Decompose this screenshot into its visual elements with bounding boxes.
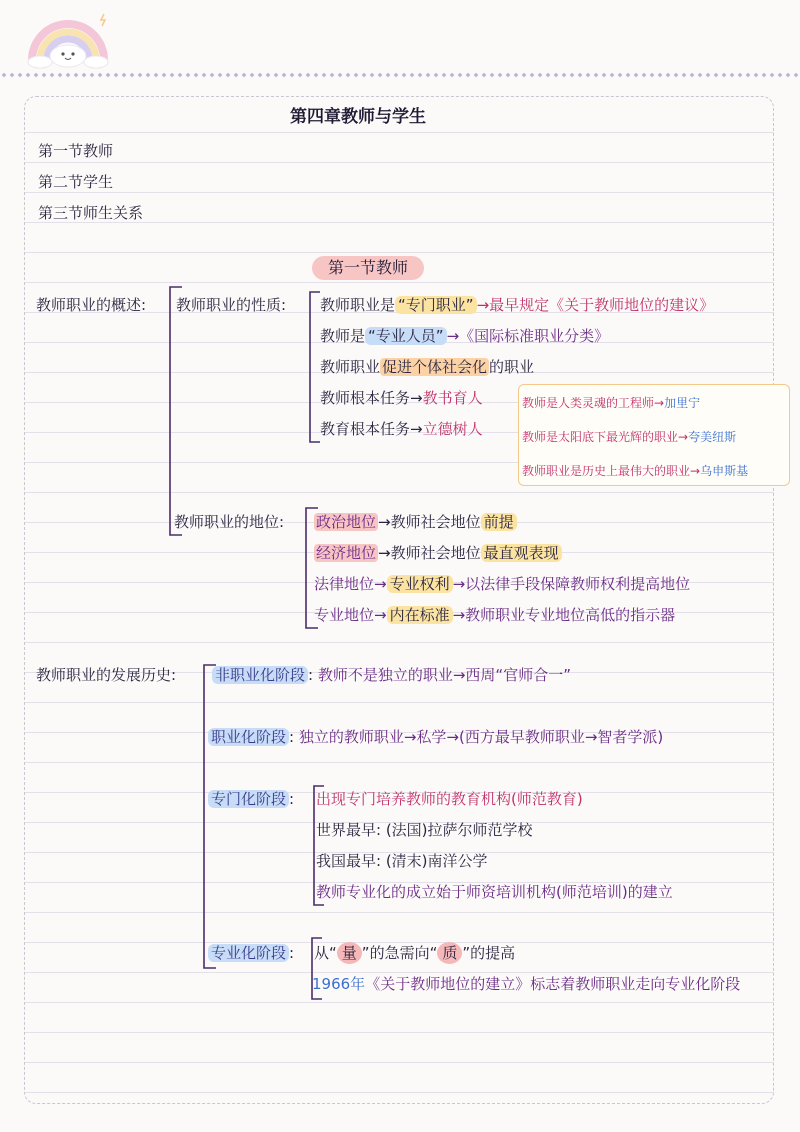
stage-3: 专门化阶段 :: [208, 789, 294, 809]
stage-3-label: 专门化阶段: [208, 790, 289, 808]
nature-line-4: 教师根本任务→教书育人: [320, 389, 483, 407]
toc-item-2: 第二节学生: [38, 173, 114, 191]
status-row-3: 法律地位→ 专业权利 →以法律手段保障教师权利提高地位: [314, 575, 691, 593]
stage-3-line-3: 我国最早: (清末)南洋公学: [316, 852, 488, 870]
quote-2: 教师是太阳底下最光辉的职业→夸美纽斯: [522, 430, 737, 444]
status-row-4: 专业地位→ 内在标准 →教师职业专业地位高低的指示器: [314, 606, 676, 624]
stage-3-line-2: 世界最早: (法国)拉萨尔师范学校: [316, 821, 533, 839]
nature-line-3: 教师职业 促进个体社会化 的职业: [320, 358, 535, 376]
stage-4: 专业化阶段 :: [208, 943, 294, 963]
quote-3: 教师职业是历史上最伟大的职业→乌申斯基: [522, 464, 749, 478]
status-row-1: 政治地位 →教师社会地位 前提: [314, 512, 517, 532]
section-title: 第一节教师: [312, 256, 424, 280]
highlight-quality: 质: [437, 942, 462, 964]
stage-4-label: 专业化阶段: [208, 944, 289, 962]
dotted-divider: [0, 72, 800, 78]
stage-2-label: 职业化阶段: [208, 728, 289, 746]
highlight-quantity: 量: [337, 942, 362, 964]
status-row-2: 经济地位 →教师社会地位 最直观表现: [314, 543, 562, 563]
nature-line-5: 教育根本任务→立德树人: [320, 420, 483, 438]
toc-item-1: 第一节教师: [38, 142, 114, 160]
nature-label: 教师职业的性质:: [176, 296, 287, 314]
stage-2: 职业化阶段 : 独立的教师职业→私学→(西方最早教师职业→智者学派): [208, 727, 663, 747]
stage-4-line-2: 1966年《关于教师地位的建立》标志着教师职业走向专业化阶段: [312, 975, 741, 993]
quote-1: 教师是人类灵魂的工程师→加里宁: [522, 396, 701, 410]
history-label: 教师职业的发展历史:: [36, 666, 177, 684]
highlight-professional-occupation: “专门职业”: [395, 296, 477, 314]
rainbow-cloud-logo: [22, 8, 114, 70]
stage-3-line-4: 教师专业化的成立始于师资培训机构(师范培训)的建立: [316, 883, 673, 901]
chapter-title: 第四章教师与学生: [290, 107, 426, 127]
toc-item-3: 第三节师生关系: [38, 204, 144, 222]
nature-line-2: 教师是 “专业人员” →《国际标准职业分类》: [320, 327, 610, 345]
nature-line-1: 教师职业是 “专门职业” →最早规定《关于教师地位的建议》: [320, 296, 715, 314]
status-label: 教师职业的地位:: [174, 513, 285, 531]
highlight-socialization: 促进个体社会化: [382, 358, 488, 376]
stage-1: 非职业化阶段 : 教师不是独立的职业→西周“官师合一”: [212, 665, 571, 685]
stage-4-line-1: 从“ 量 ”的急需向“ 质 ”的提高: [314, 944, 516, 962]
stage-3-line-1: 出现专门培养教师的教育机构(师范教育): [316, 790, 583, 808]
highlight-professional-staff: “专业人员”: [365, 327, 447, 345]
overview-label: 教师职业的概述:: [36, 296, 147, 314]
stage-1-label: 非职业化阶段: [212, 666, 308, 684]
